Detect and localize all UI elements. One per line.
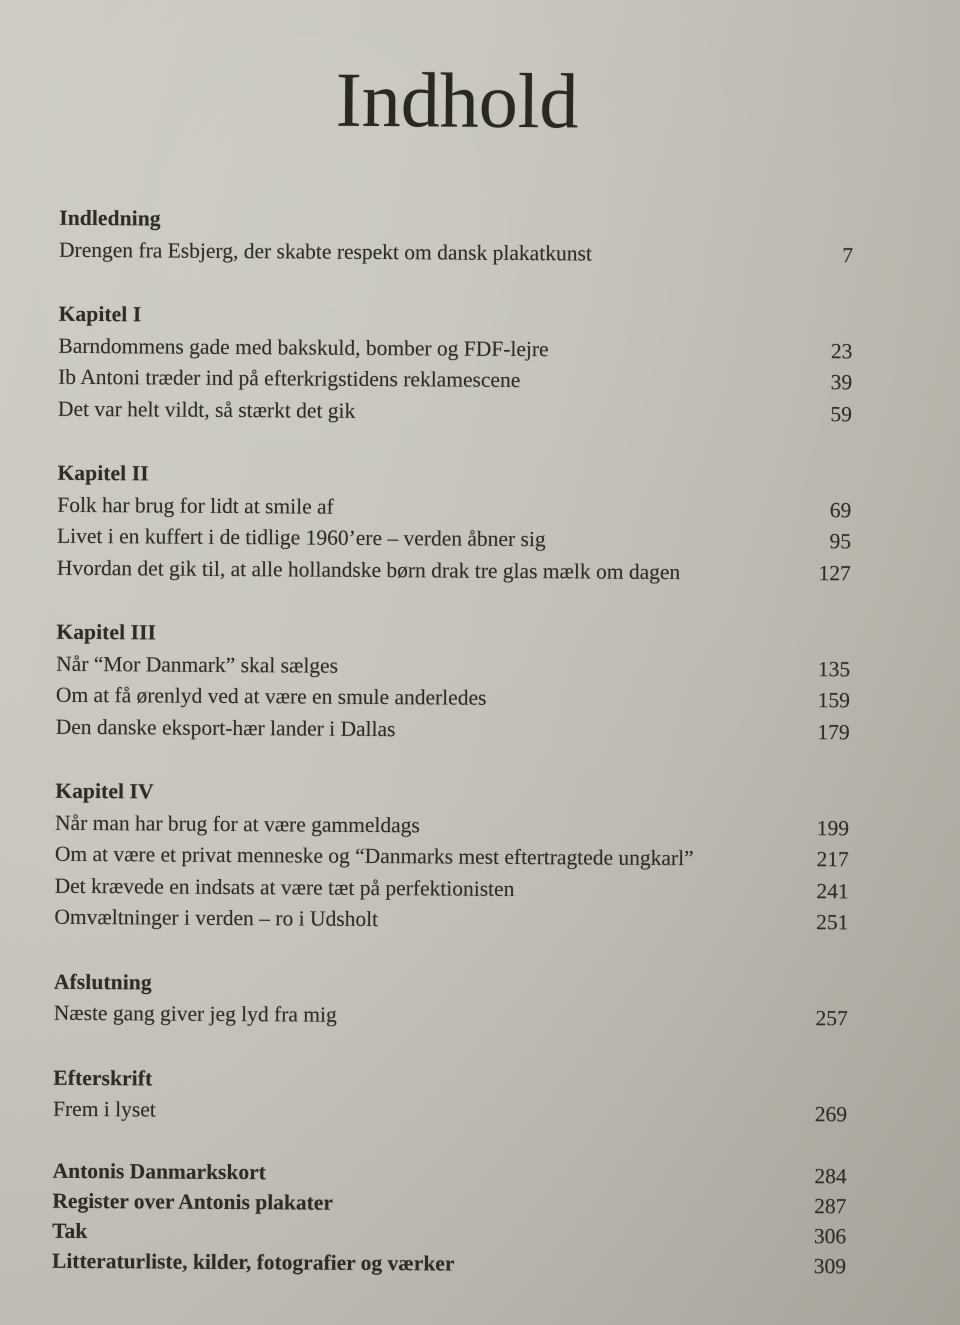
toc-entry-page: 39	[830, 370, 853, 395]
toc-entry	[54, 998, 848, 1035]
book-page	[52, 0, 855, 1281]
section-heading: Indledning	[59, 205, 161, 231]
toc-entry	[57, 552, 851, 589]
toc-section-kapitel-4	[54, 776, 849, 939]
toc-entry-title: Næste gang giver jeg lyd fra mig	[53, 1000, 337, 1027]
toc-entry-page: 251	[816, 910, 849, 935]
toc-entry-page: 95	[829, 529, 852, 554]
toc-section-efterskrift	[53, 1062, 847, 1131]
toc-entry-title: Når “Mor Danmark” skal sælges	[56, 651, 339, 678]
section-heading: Kapitel IV	[55, 778, 154, 804]
back-matter-title: Antonis Danmarkskort	[52, 1158, 266, 1184]
toc-entry-title: Barndommens gade med bakskuld, bomber og FDF-lejre	[58, 333, 549, 361]
back-matter-page: 309	[813, 1253, 847, 1278]
toc-entry-page: 69	[829, 497, 852, 522]
toc-entry-title: Når man har brug for at være gammeldags	[55, 810, 420, 837]
toc-entry-page: 199	[816, 815, 850, 840]
back-matter-entry	[52, 1245, 846, 1281]
section-heading: Efterskrift	[53, 1065, 153, 1090]
toc-entry-title: Omvæltninger i verden – ro i Udsholt	[54, 904, 379, 932]
toc-section-kapitel-1	[58, 299, 853, 431]
toc-entry-title: Livet i en kuffert i de tidlige 1960’ere – verden åbner sig	[57, 523, 546, 552]
section-heading: Afslutning	[53, 969, 152, 994]
back-matter-title: Litteraturliste, kilder, fotografier og værker	[51, 1248, 455, 1276]
section-heading: Kapitel II	[57, 460, 149, 486]
toc-entry-page: 135	[817, 656, 851, 681]
back-matter-page: 306	[813, 1223, 847, 1248]
back-matter-list	[52, 1155, 847, 1281]
toc-entry	[53, 1094, 847, 1131]
back-matter-page: 287	[814, 1193, 847, 1218]
back-matter-title: Register over Antonis plakater	[52, 1188, 334, 1215]
toc-entry	[59, 234, 853, 271]
page-title: Indhold	[335, 55, 579, 145]
toc-entry	[56, 711, 850, 748]
toc-entry-title: Folk har brug for lidt at smile af	[57, 492, 334, 519]
toc-entry-page: 269	[814, 1102, 848, 1127]
toc-section-afslutning	[54, 966, 848, 1035]
toc-entry-page: 257	[815, 1006, 848, 1031]
toc-entry-page: 127	[818, 560, 851, 585]
toc-entry-page: 217	[816, 847, 849, 872]
toc-entry	[54, 902, 848, 939]
toc-section-kapitel-2	[57, 458, 852, 590]
toc-entry-title: Frem i lyset	[53, 1096, 156, 1122]
toc-entry-title: Det krævede en indsats at være tæt på perfektionisten	[54, 873, 515, 901]
table-of-contents	[53, 203, 853, 1131]
toc-entry-title: Hvordan det gik til, at alle hollandske børn drak tre glas mælk om dagen	[56, 555, 681, 584]
toc-entry-title: Om at være et privat menneske og “Danmarks mest eftertragtede ungkarl”	[54, 841, 694, 871]
toc-entry-title: Ib Antoni træder ind på efterkrigstidens reklamescene	[58, 364, 521, 393]
toc-entry-page: 59	[830, 401, 853, 426]
back-matter-title: Tak	[52, 1218, 88, 1243]
back-matter-page: 284	[814, 1163, 847, 1188]
toc-entry-page: 159	[817, 688, 851, 713]
toc-entry-title: Drengen fra Esbjerg, der skabte respekt om dansk plakatkunst	[59, 237, 592, 266]
toc-entry-title: Om at få ørenlyd ved at være en smule anderledes	[55, 682, 487, 710]
toc-entry-title: Den danske eksport-hær lander i Dallas	[55, 714, 396, 741]
toc-section-kapitel-3	[56, 617, 851, 749]
toc-entry-page: 179	[817, 719, 850, 744]
toc-entry-title: Det var helt vildt, så stærkt det gik	[57, 396, 356, 423]
section-heading: Kapitel I	[58, 301, 142, 327]
toc-entry-page: 23	[830, 338, 853, 363]
toc-entry-page: 241	[816, 878, 849, 903]
section-heading: Kapitel III	[56, 619, 157, 645]
toc-entry	[58, 393, 852, 430]
toc-entry-page: 7	[842, 242, 854, 267]
toc-section-indledning	[59, 203, 853, 272]
